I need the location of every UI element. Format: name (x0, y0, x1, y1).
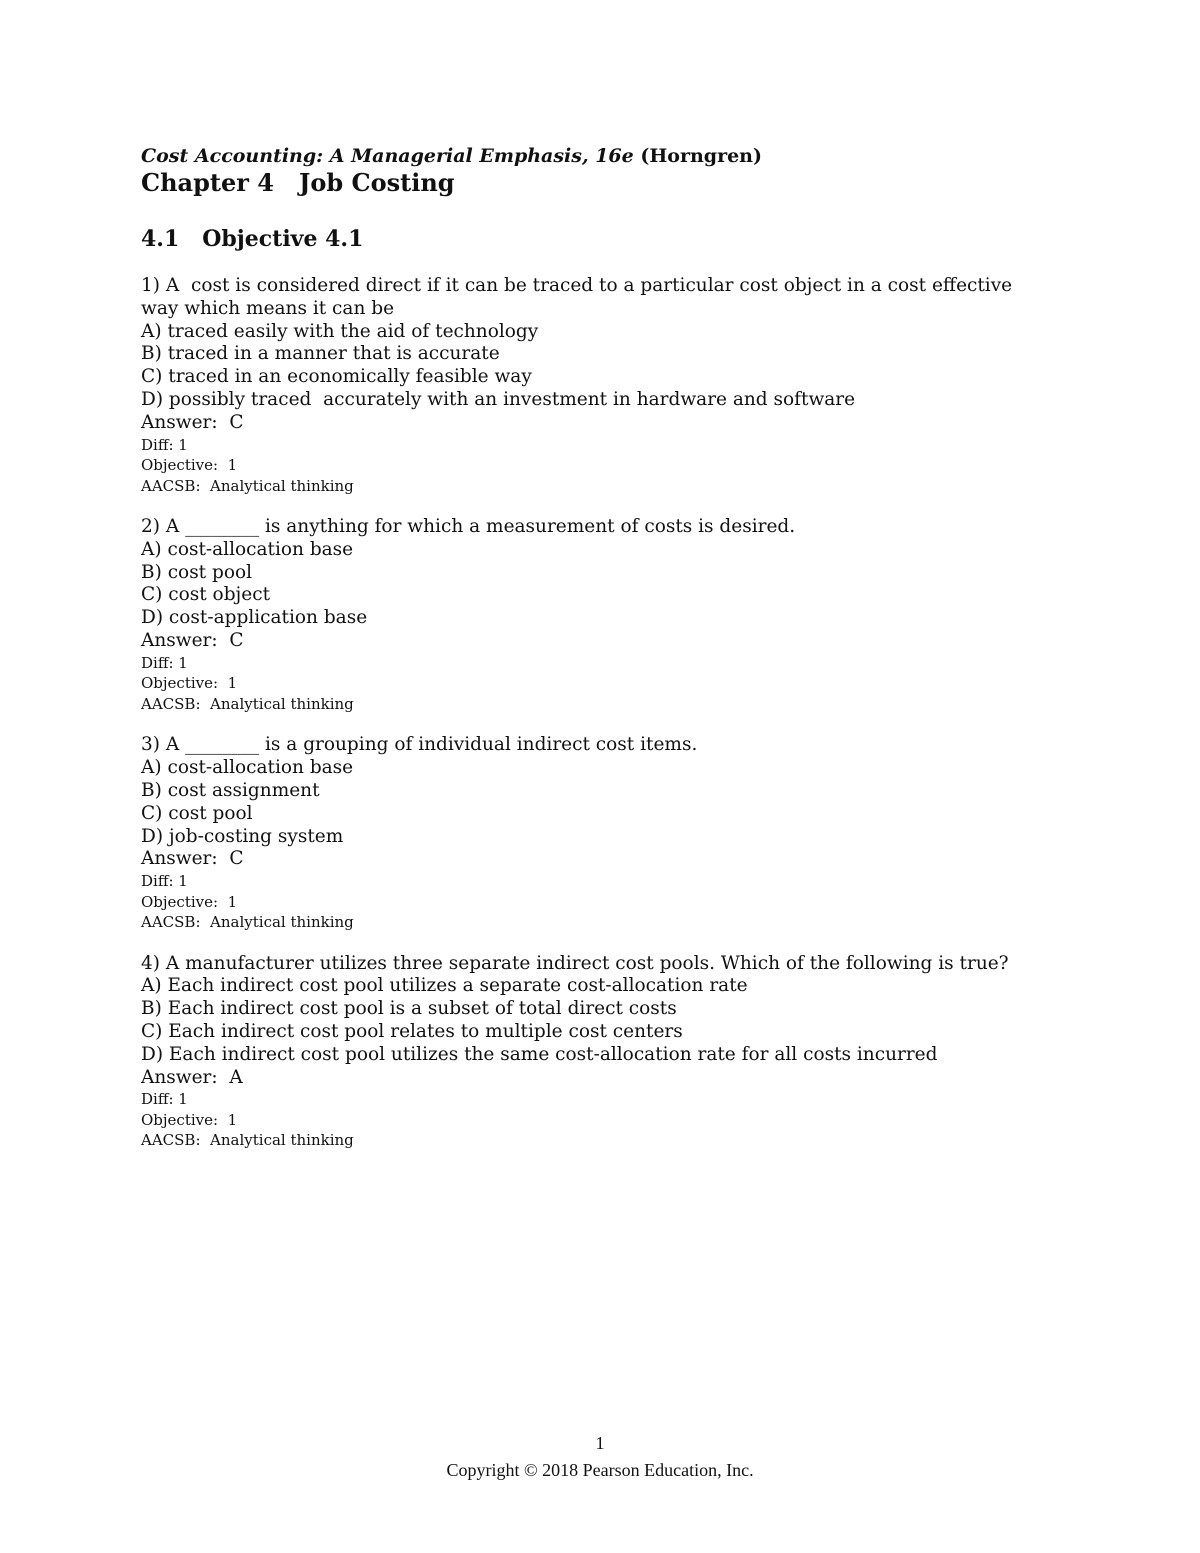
document-page (141, 143, 1041, 1151)
aacsb-tag: AACSB: Analytical thinking (141, 476, 354, 495)
answer-option-b: B) cost assignment (141, 779, 320, 801)
copyright-notice: Copyright © 2018 Pearson Education, Inc. (446, 1460, 754, 1480)
aacsb-tag: AACSB: Analytical thinking (141, 1131, 354, 1150)
difficulty: Diff: 1 (141, 653, 188, 672)
answer-option-d: D) Each indirect cost pool utilizes the same cost-allocation rate for all costs incurred (141, 1043, 938, 1065)
question-text: 3) A ________ is a grouping of individual indirect cost items. (141, 734, 698, 756)
question-text: 1) A cost is considered direct if it can be traced to a particular cost object in a cost effective way which means it can be (141, 275, 1019, 319)
question-2 (141, 516, 1041, 714)
answer-option-a: A) cost-allocation base (141, 757, 354, 779)
question-text: 4) A manufacturer utilizes three separate indirect cost pools. Which of the following is true? (141, 952, 1009, 974)
page-number: 1 (595, 1433, 605, 1453)
answer-option-b: B) cost pool (141, 561, 253, 583)
answer-option-b: B) traced in a manner that is accurate (141, 343, 500, 365)
objective: Objective: 1 (141, 674, 238, 693)
aacsb-tag: AACSB: Analytical thinking (141, 913, 354, 932)
answer-key: Answer: C (141, 630, 244, 652)
answer-option-c: C) cost object (141, 584, 271, 606)
chapter-title: Chapter 4 Job Costing (141, 168, 455, 197)
answer-option-c: C) cost pool (141, 802, 253, 824)
question-4 (141, 953, 1041, 1151)
difficulty: Diff: 1 (141, 872, 188, 891)
answer-option-b: B) Each indirect cost pool is a subset of total direct costs (141, 998, 677, 1020)
answer-option-c: C) Each indirect cost pool relates to multiple cost centers (141, 1021, 683, 1043)
section-heading: 4.1 Objective 4.1 (141, 226, 364, 252)
answer-option-d: D) possibly traced accurately with an investment in hardware and software (141, 388, 856, 410)
answer-key: Answer: C (141, 411, 244, 433)
question-3 (141, 734, 1041, 932)
page-footer (0, 1430, 1200, 1484)
answer-key: Answer: C (141, 848, 244, 870)
answer-option-a: A) traced easily with the aid of technology (141, 320, 539, 342)
objective: Objective: 1 (141, 892, 238, 911)
answer-option-a: A) Each indirect cost pool utilizes a separate cost-allocation rate (141, 975, 748, 997)
book-author: (Horngren) (640, 145, 762, 167)
answer-option-d: D) job-costing system (141, 825, 344, 847)
answer-key: Answer: A (141, 1066, 243, 1088)
answer-option-d: D) cost-application base (141, 607, 368, 629)
objective: Objective: 1 (141, 1110, 238, 1129)
objective: Objective: 1 (141, 456, 238, 475)
book-title: Cost Accounting: A Managerial Emphasis, 16e (141, 145, 634, 167)
aacsb-tag: AACSB: Analytical thinking (141, 694, 354, 713)
answer-option-c: C) traced in an economically feasible way (141, 366, 532, 388)
question-1 (141, 275, 1041, 496)
difficulty: Diff: 1 (141, 1090, 188, 1109)
question-text: 2) A ________ is anything for which a measurement of costs is desired. (141, 516, 796, 538)
difficulty: Diff: 1 (141, 435, 188, 454)
book-header (141, 143, 1041, 169)
answer-option-a: A) cost-allocation base (141, 538, 354, 560)
